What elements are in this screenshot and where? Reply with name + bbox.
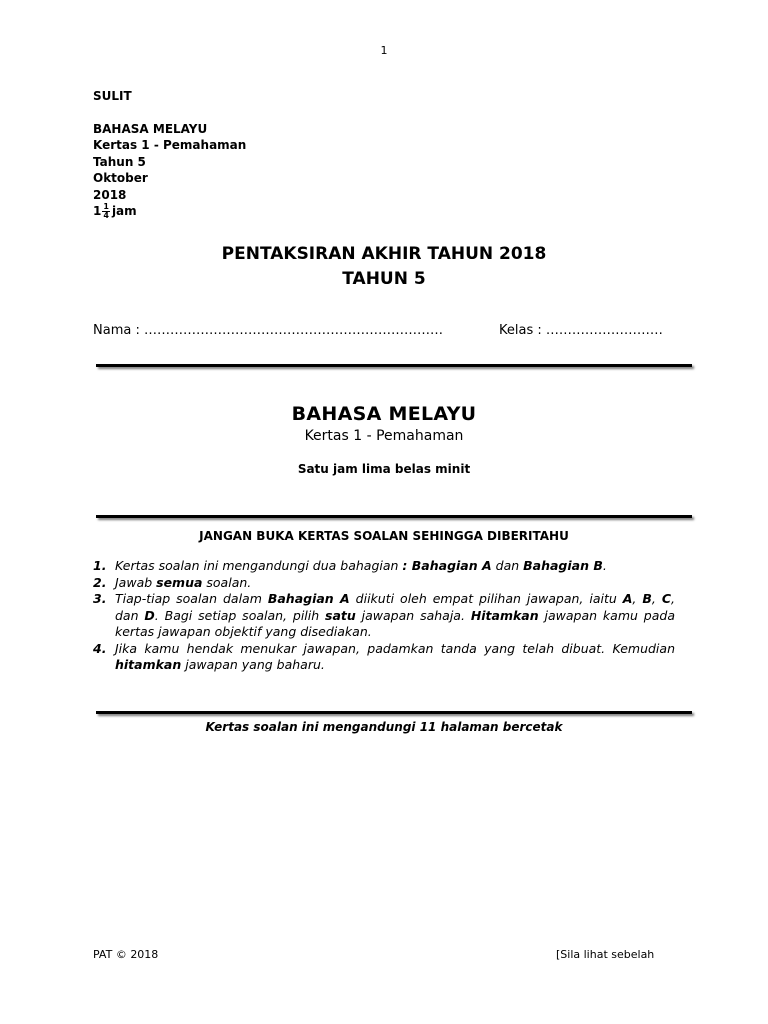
instruction-emphasis: satu	[325, 607, 356, 623]
instruction-text: Kertas soalan ini mengandungi dua bahagian	[115, 558, 403, 573]
instruction-emphasis: Hitamkan	[470, 607, 539, 623]
header-paper: Kertas 1 - Pemahaman	[93, 138, 247, 152]
footer-copyright: PAT © 2018	[93, 948, 159, 961]
instruction-text: diikuti oleh empat pilihan jawapan, iaitu	[349, 591, 623, 606]
instructions-list	[93, 558, 675, 674]
duration-fraction	[102, 203, 110, 220]
instruction-text: jawapan sahaja.	[355, 607, 471, 623]
instruction-text: Jawab	[115, 574, 157, 590]
instruction-item	[93, 575, 675, 592]
classification-label: SULIT	[93, 89, 132, 103]
instruction-emphasis: B	[642, 591, 652, 606]
page-number: 1	[380, 44, 388, 57]
instruction-number: 1.	[93, 558, 107, 573]
instruction-text: .	[602, 558, 607, 573]
divider-line	[96, 515, 692, 518]
instruction-text: ,	[632, 591, 643, 606]
header-month: Oktober	[93, 171, 148, 185]
instruction-emphasis: Bahagian B	[523, 558, 603, 573]
instruction-emphasis: Bahagian A	[267, 591, 350, 606]
divider-line	[96, 364, 692, 367]
header-subject: BAHASA MELAYU	[93, 121, 208, 136]
header-duration	[93, 203, 246, 220]
instruction-text: soalan.	[202, 574, 252, 590]
instruction-text: , dan	[115, 591, 675, 623]
header-block	[93, 88, 246, 220]
instruction-item	[93, 591, 675, 641]
class-field: Kelas : ………………………	[499, 323, 663, 338]
instruction-emphasis: semua	[156, 574, 203, 590]
instruction-item	[93, 641, 675, 674]
instruction-text: Tiap-tiap soalan dalam	[115, 591, 268, 606]
instruction-text: jawapan yang baharu.	[181, 657, 325, 672]
warning-text: JANGAN BUKA KERTAS SOALAN SEHINGGA DIBERITAHU	[199, 529, 569, 543]
instruction-text: Jika kamu hendak menukar jawapan, padamkan tanda yang telah dibuat. Kemudian	[115, 640, 675, 656]
instruction-text: dan	[491, 558, 524, 573]
instruction-number: 3.	[93, 591, 107, 606]
instruction-emphasis: C	[661, 591, 672, 606]
divider-line	[96, 711, 692, 714]
header-year: 2018	[93, 187, 127, 202]
cover-duration: Satu jam lima belas minit	[297, 462, 471, 476]
duration-whole: 1	[93, 204, 102, 218]
name-field: Nama : ……………………………………………………………	[93, 323, 443, 338]
duration-unit: jam	[111, 204, 137, 218]
footer-turn-page: [Sila lihat sebelah	[556, 948, 655, 961]
instruction-text: . Bagi setiap soalan, pilih	[154, 607, 326, 623]
cover-paper: Kertas 1 - Pemahaman	[304, 428, 464, 444]
spacer	[93, 105, 246, 121]
instruction-number: 4.	[93, 640, 107, 656]
pages-note: Kertas soalan ini mengandungi 11 halaman bercetak	[205, 720, 563, 734]
exam-level: TAHUN 5	[342, 269, 426, 289]
instruction-text: jawapan kamu pada kertas jawapan objektif yang disediakan.	[115, 607, 675, 639]
instruction-text: ,	[651, 591, 662, 606]
instruction-emphasis: D	[144, 607, 155, 623]
instruction-emphasis: hitamkan	[115, 657, 182, 672]
header-year-level: Tahun 5	[93, 154, 146, 169]
fraction-numerator: 1	[103, 202, 109, 211]
instruction-item	[93, 558, 675, 575]
cover-subject: BAHASA MELAYU	[291, 403, 477, 425]
fraction-denominator: 4	[103, 211, 109, 220]
instruction-emphasis: A	[622, 591, 633, 606]
instruction-number: 2.	[93, 574, 107, 590]
exam-title: PENTAKSIRAN AKHIR TAHUN 2018	[221, 244, 547, 264]
instruction-emphasis: : Bahagian A	[402, 558, 492, 573]
